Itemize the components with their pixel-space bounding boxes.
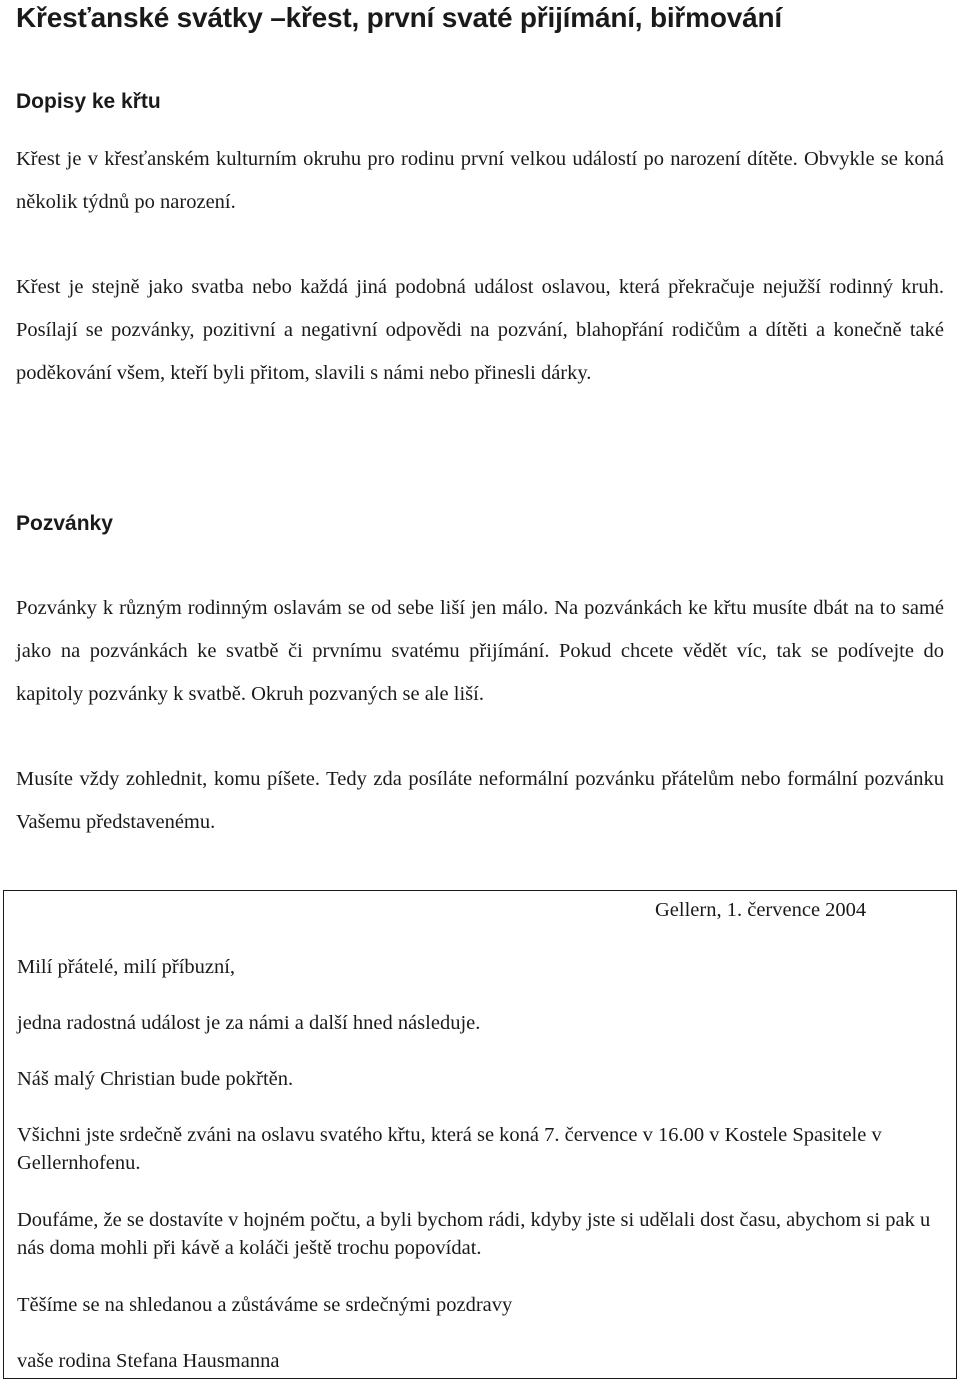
section-heading-invitations: Pozvánky [16,512,113,535]
letter-signature: vaše rodina Stefana Hausmanna [17,1350,280,1372]
paragraph: Křest je v křesťanském kulturním okruhu pro rodinu první velkou událostí po narození dítěte. Obvykle se koná několik týdnů po narození. [16,148,944,213]
letter-line: jedna radostná událost je za námi a další hned následuje. [17,1012,481,1034]
paragraph: Pozvánky k různým rodinným oslavám se od sebe liší jen málo. Na pozvánkách ke křtu musíte dbát na to samé jako na pozvánkách ke svatbě či prvnímu svatému přijímání. Pokud chcete vědět víc, tak se podívejte do kapitoly pozvánky k svatbě. Okruh pozvaných se ale liší. [16,597,944,705]
letter-salutation: Milí přátelé, milí příbuzní, [17,956,236,978]
letter-line: Doufáme, že se dostavíte v hojném počtu, a byli bychom rádi, kdyby jste si udělali dost času, abychom si pak u nás doma mohli při kávě a koláči ještě trochu popovídat. [17,1209,931,1259]
letter-closing: Těšíme se na shledanou a zůstáváme se srdečnými pozdravy [17,1294,513,1316]
page-title: Křesťanské svátky –křest, první svaté přijímání, biřmování [16,2,782,33]
letter-line: Náš malý Christian bude pokřtěn. [17,1068,294,1090]
section-heading-letters: Dopisy ke křtu [16,90,161,113]
paragraph: Křest je stejně jako svatba nebo každá jiná podobná událost oslavou, která překračuje nejužší rodinný kruh. Posílají se pozvánky, pozitivní a negativní odpovědi na pozvání, blahopřání rodičům a dítěti a konečně také poděkování všem, kteří byli přitom, slavili s námi nebo přinesli dárky. [16,276,944,384]
letter-date-line: Gellern, 1. července 2004 [655,899,867,921]
sample-letter-box [3,890,957,1379]
letter-line: Všichni jste srdečně zváni na oslavu svatého křtu, která se koná 7. července v 16.00 v Kostele Spasitele v Gellernhofenu. [17,1124,882,1174]
paragraph: Musíte vždy zohlednit, komu píšete. Tedy zda posíláte neformální pozvánku přátelům nebo formální pozvánku Vašemu představenému. [16,768,944,833]
